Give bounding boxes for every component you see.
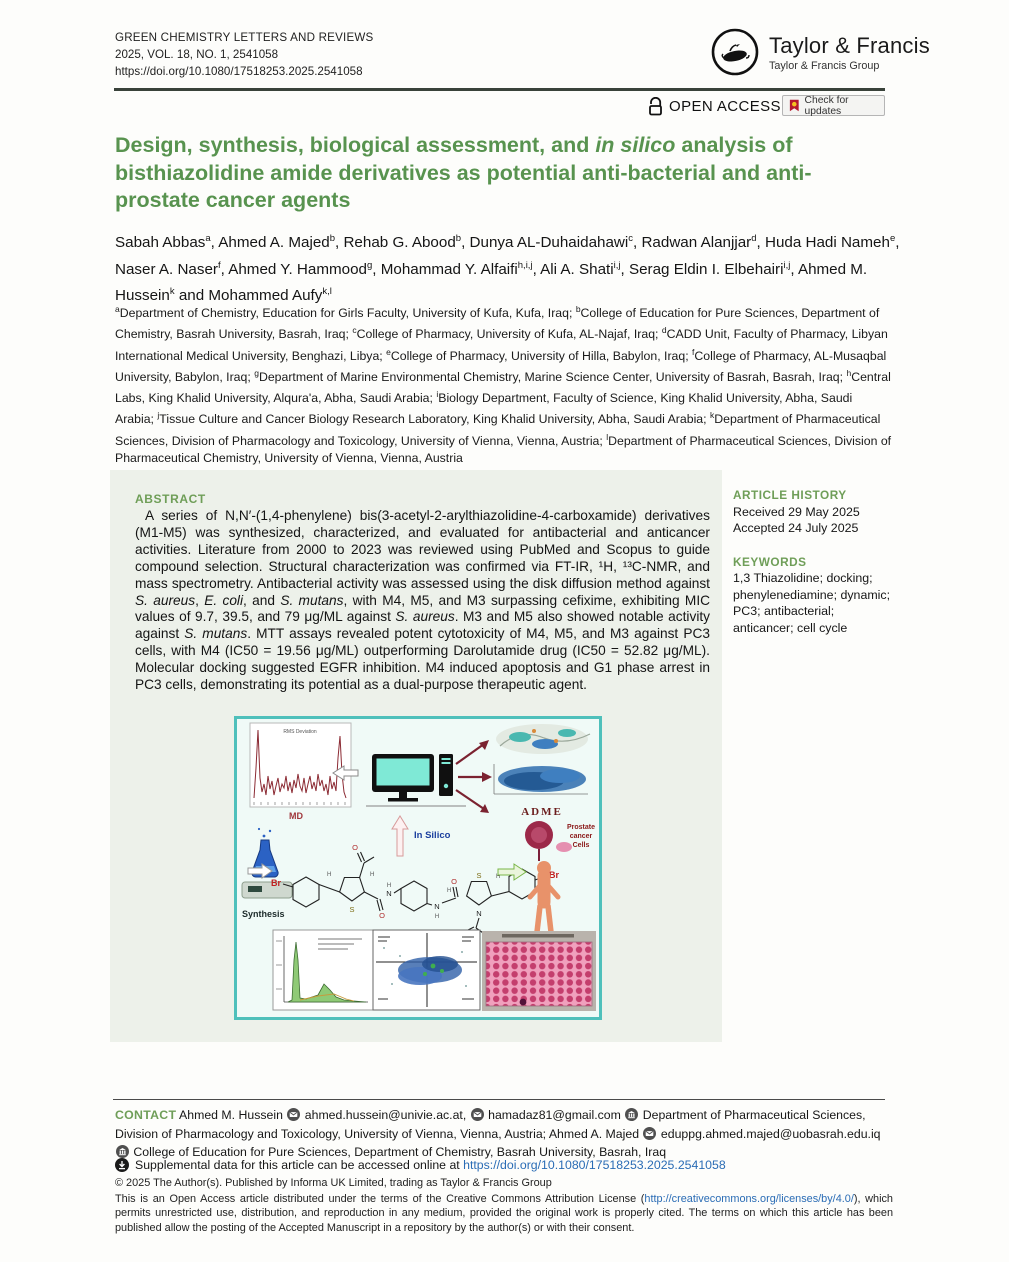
contact-text — [466, 1108, 469, 1122]
header-divider — [114, 88, 885, 91]
affiliations — [115, 301, 893, 467]
keywords-block — [733, 554, 898, 637]
abstract-species-italic: S. aureus — [395, 609, 455, 625]
supplemental-doi-link[interactable]: https://doi.org/10.1080/17518253.2025.2541058 — [463, 1158, 726, 1172]
affiliation-sup: g — [254, 367, 259, 378]
abstract-panel — [110, 470, 722, 1042]
svg-text:H: H — [327, 872, 332, 878]
journal-doi: https://doi.org/10.1080/17518253.2025.2541058 — [115, 65, 363, 78]
abstract-segment: , and — [243, 592, 281, 608]
author-affiliation-sup: a — [205, 233, 211, 244]
affiliation-text: Biology Department, Faculty of Science, King Khalid University, Abha, Saudi Arabia; — [115, 391, 853, 427]
affiliation-text: Department of Pharmaceutical Sciences, Division of Pharmaceutical Chemistry, University of Vienna, Vienna, Austria — [115, 433, 892, 466]
received-date: Received 29 May 2025 — [733, 504, 860, 519]
abstract-segment: , with M4, M5, and M3 surpassing cefixime, exhibiting MIC values of 9.7, 39.5, and 79 μg/ML against — [135, 592, 711, 625]
affiliation-text: Department of Pharmaceutical Sciences, Division of Pharmacology and Toxicology, University of Vienna, Vienna, Austria; — [115, 412, 881, 448]
envelope-icon — [287, 1108, 300, 1126]
article-history-heading: ARTICLE HISTORY — [733, 488, 847, 502]
authors-line: Sabah Abbas$^a$, Ahmed A. Majed$^b$, Rehab G. Abood$^b$, Dunya AL-Duhaidahawi$^c$, Radwan Alanjjar$^d$, Huda Hadi Nameh$^e$, Naser A. Naser$^f$, Ahmed Y. Hammood$^g$, Mohammad Y. Alfaifi$^{h,i,j}$, Ali A. Shati$^{i,j}$, Serag Eldin I. Elbehairi$^{i,j}$, Ahmed M. Hussein$^k$ and Mohammed Aufy$^{k,l}$ — [115, 233, 900, 305]
envelope-icon — [643, 1127, 656, 1145]
contact-email-link[interactable]: ahmed.hussein@univie.ac.at, — [301, 1108, 467, 1122]
affiliation-sup: a — [115, 304, 120, 314]
open-access-label: OPEN ACCESS — [669, 98, 781, 115]
rms-deviation-label: RMS Deviation — [283, 729, 317, 735]
md-label: MD — [289, 811, 303, 821]
contact-text: College of Education for Pure Sciences, Department of Chemistry, Basrah University, Basrah, Iraq — [130, 1145, 667, 1160]
contact-text: Ahmed M. Hussein — [176, 1108, 287, 1122]
envelope-icon — [471, 1108, 484, 1126]
affiliation-sup: b — [575, 304, 581, 314]
article-history — [733, 487, 898, 537]
abstract-species-italic: E. coli — [204, 592, 244, 608]
author-affiliation-sup: d — [751, 233, 757, 244]
crossmark-icon — [789, 98, 800, 113]
keywords-list: 1,3 Thiazolidine; docking; phenylenediamine; dynamic; PC3; antibacterial; anticancer; cell cycle — [733, 571, 891, 635]
author-affiliation-sup: c — [628, 233, 634, 244]
affiliation-text: College of Education for Pure Sciences, Department of Chemistry, Basrah University, Basrah, Iraq; — [115, 306, 880, 342]
affiliation-sup: e — [386, 346, 391, 357]
abstract-segment: . MTT assays revealed potent cytotoxicity of M4, M5, and M3 against PC3 cells, with M4 (IC50 = 19.56 μg/ML) outperforming Darolutamide drug (IC50 = 52.82 μg/ML). Molecular docking suggested EGFR inhibition. M4 induced apoptosis and G1 phase arrest in PC3 cells, demonstrating its potential as a dual-purpose therapeutic agent. — [135, 626, 710, 693]
svg-text:N: N — [386, 889, 392, 898]
author-affiliation-sup: i,j — [783, 259, 791, 271]
affiliation-sup: i — [436, 389, 439, 400]
svg-text:S: S — [349, 905, 355, 914]
contact-email-link[interactable]: hamadaz81@gmail.com — [484, 1108, 621, 1122]
affiliation-sup: k — [709, 410, 715, 421]
author-name: Dunya AL-Duhaidahawi — [469, 234, 629, 252]
taylor-francis-logo — [710, 27, 930, 77]
svg-text:Prostate: Prostate — [566, 824, 596, 831]
publisher-name: Taylor & Francis — [769, 32, 930, 58]
author-affiliation-sup: k,l — [322, 286, 332, 298]
author-name: Ahmed M. Hussein — [115, 260, 868, 305]
affiliation-sup: h — [846, 367, 852, 378]
author-name: Mohammed Aufy — [208, 287, 323, 305]
author-name: Rehab G. Abood — [343, 234, 456, 252]
svg-text:O: O — [379, 911, 385, 920]
license-text-pre: This is an Open Access article distributed under the terms of the Creative Commons Attribution License ( — [115, 1193, 645, 1205]
license-text-post: ), which permits unrestricted use, distribution, and reproduction in any medium, provided the original work is properly cited. The terms on which this article has been published allow the posting of the Accepted Manuscript in a repository by the author(s) or with their consent. — [115, 1193, 893, 1234]
author-name: Serag Eldin I. Elbehairi — [628, 260, 784, 278]
author-name: Huda Hadi Nameh — [764, 234, 890, 252]
abstract-species-italic: S. aureus — [135, 592, 196, 608]
abstract-text — [135, 508, 710, 694]
page-title: Design, synthesis, biological assessment, and in silico analysis of bisthiazolidine amide derivatives as potential anti-bacterial and anti-prostate cancer agents — [115, 133, 812, 212]
abstract-heading: ABSTRACT — [135, 492, 206, 506]
svg-text:H: H — [496, 874, 501, 880]
svg-text:cancer: cancer — [569, 833, 593, 840]
svg-text:H: H — [386, 883, 392, 889]
affiliation-text: College of Pharmacy, University of Hilla, Babylon, Iraq; — [390, 348, 693, 363]
contact-label: CONTACT — [115, 1108, 177, 1122]
author-affiliation-sup: b — [455, 233, 462, 244]
check-for-updates-button[interactable] — [782, 95, 885, 116]
svg-text:Br: Br — [270, 878, 282, 888]
cell-cycle-histogram — [273, 930, 373, 1010]
author-affiliation-sup: i,j — [613, 259, 621, 271]
author-name: Ahmed A. Majed — [218, 234, 330, 252]
author-name: Mohammad Y. Alfaifi — [380, 260, 518, 278]
affiliation-text: College of Pharmacy, AL-Musaqbal University, Babylon, Iraq; — [115, 348, 887, 384]
author-affiliation-sup: g — [366, 259, 373, 271]
svg-text:O: O — [352, 843, 358, 852]
svg-text:N: N — [434, 902, 440, 911]
license-link[interactable]: http://creativecommons.org/licenses/by/4.0/ — [644, 1193, 854, 1205]
well-plate — [482, 931, 596, 1011]
contact-line — [115, 1107, 893, 1163]
check-for-updates-label: Check for updates — [804, 94, 849, 117]
author-name: Radwan Alanjjar — [641, 234, 752, 252]
author-affiliation-sup: b — [329, 233, 336, 244]
contact-text — [621, 1108, 624, 1122]
building-icon — [625, 1108, 638, 1126]
svg-text:Cells: Cells — [572, 842, 590, 849]
svg-text:Br: Br — [548, 870, 560, 880]
affiliation-sup: f — [692, 346, 695, 357]
accepted-date: Accepted 24 July 2025 — [733, 521, 859, 535]
affiliation-text: Tissue Culture and Cancer Biology Research Laboratory, King Khalid University, Abha, Saudi Arabia; — [159, 412, 710, 427]
affiliation-sup: l — [606, 431, 609, 442]
svg-text:O: O — [451, 877, 457, 886]
affiliation-text: Department of Chemistry, Education for Girls Faculty, University of Kufa, Kufa, Iraq; — [119, 306, 576, 321]
footer-divider — [113, 1099, 885, 1100]
journal-title: GREEN CHEMISTRY LETTERS AND REVIEWS — [115, 31, 374, 44]
open-access-badge — [648, 97, 781, 116]
author-affiliation-sup: k — [169, 286, 175, 298]
author-affiliation-sup: h,i,j — [517, 259, 533, 271]
author-name: Ali A. Shati — [540, 260, 614, 278]
abstract-segment: , — [195, 592, 205, 608]
license-paragraph — [115, 1192, 893, 1235]
abstract-segment: . M3 and M5 also showed notable activity against — [135, 609, 711, 642]
author-affiliation-sup: f — [217, 259, 221, 271]
synthesis-label: Synthesis — [242, 909, 285, 919]
svg-text:S: S — [476, 871, 482, 880]
contact-email-link[interactable]: eduppg.ahmed.majed@uobasrah.edu.iq — [657, 1126, 881, 1141]
affiliation-text: CADD Unit, Faculty of Pharmacy, Libyan International Medical University, Benghazi, Libya; — [115, 327, 888, 363]
author-name: Ahmed Y. Hammood — [228, 260, 367, 278]
author-name: Sabah Abbas — [115, 234, 206, 252]
author-affiliation-sup: e — [889, 233, 896, 244]
taylor-francis-logo-icon — [710, 27, 760, 77]
svg-text:H: H — [370, 872, 375, 878]
publisher-group: Taylor & Francis Group — [769, 59, 880, 72]
graphical-abstract — [234, 716, 602, 1025]
supplemental-line — [115, 1158, 893, 1172]
abstract-species-italic: S. mutans — [280, 592, 344, 608]
author-name: Naser A. Naser — [115, 260, 218, 278]
keywords-heading: KEYWORDS — [733, 554, 807, 569]
open-lock-icon — [648, 97, 663, 116]
affiliation-sup: j — [157, 410, 160, 421]
abstract-segment: A series of N,N′-(1,4-phenylene) bis(3-acetyl-2-arylthiazolidine-4-carboxamide) derivatives (M1-M5) was synthesized, characterized, and evaluated for antibacterial and anticancer activities. Literature from 2000 to 2023 was reviewed using PubMed and Scopus to guide compound selection. Structural characterization was confirmed via FT-IR, ¹H, ¹³C-NMR, and mass spectrometry. Antibacterial activity was assessed using the disk diffusion method against — [135, 508, 710, 591]
svg-text:H: H — [434, 914, 440, 920]
journal-info — [115, 29, 373, 80]
svg-text:N: N — [476, 909, 482, 918]
supplemental-text: Supplemental data for this article can be accessed online at — [135, 1158, 464, 1172]
adme-label: ADME — [521, 806, 563, 818]
affiliation-text: Central Labs, King Khalid University, Alqura'a, Abha, Saudi Arabia; — [115, 369, 891, 406]
affiliation-text: Department of Marine Environmental Chemistry, Marine Science Center, University of Basrah, Basrah, Iraq; — [258, 369, 847, 384]
access-row — [115, 94, 885, 120]
affiliation-sup: c — [352, 325, 357, 336]
journal-volume: 2025, VOL. 18, NO. 1, 2541058 — [115, 48, 279, 61]
copyright-line: © 2025 The Author(s). Published by Informa UK Limited, trading as Taylor & Francis Group — [115, 1177, 552, 1189]
article-meta-column — [733, 487, 898, 636]
affiliation-sup: d — [661, 325, 667, 336]
in-silico-label: In Silico — [414, 830, 451, 841]
affiliation-text: College of Pharmacy, University of Kufa, AL-Najaf, Iraq; — [356, 327, 662, 342]
flow-cytometry-scatter — [373, 930, 480, 1010]
abstract-species-italic: S. mutans — [184, 626, 248, 642]
contact-text: Department of Pharmaceutical Sciences, Division of Pharmacology and Toxicology, University of Vienna, Vienna, Austria; Ahmed A. Majed — [115, 1108, 866, 1141]
svg-text:H: H — [447, 888, 452, 894]
supplemental-icon — [115, 1158, 129, 1172]
